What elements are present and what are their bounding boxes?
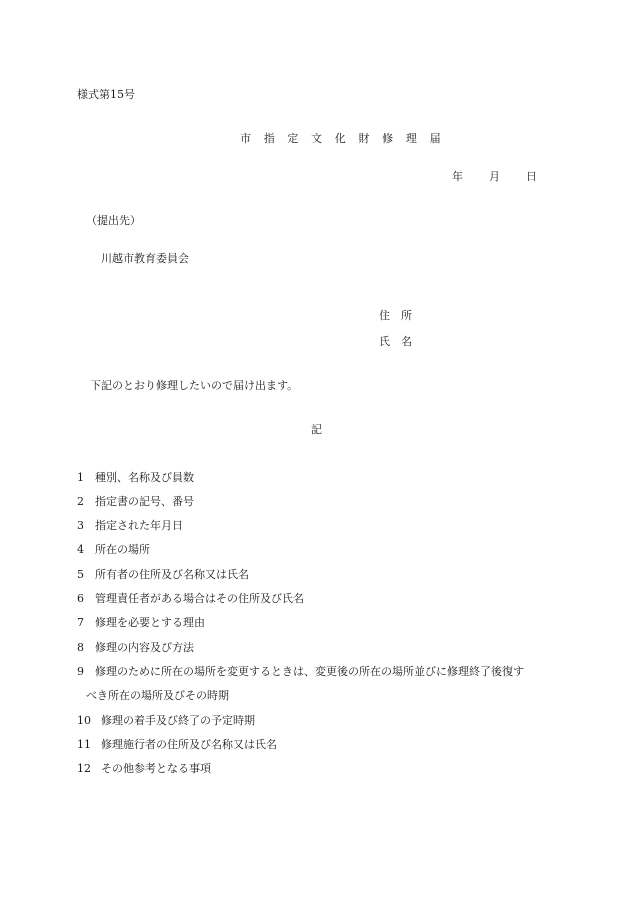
ki-heading: 記 [311, 423, 322, 436]
item-number: 1 [77, 471, 84, 484]
item-text: 所有者の住所及び名称又は氏名 [95, 568, 249, 581]
item-number: 9 [77, 665, 84, 678]
form-number: 様式第15号 [77, 88, 135, 101]
recipient: 川越市教育委員会 [101, 252, 189, 265]
item-text: 指定書の記号、番号 [95, 495, 194, 508]
list-item [77, 541, 150, 557]
item-text: 修理施行者の住所及び名称又は氏名 [101, 738, 277, 751]
date-year-label: 年 [452, 170, 463, 183]
list-item [77, 590, 304, 606]
list-item [77, 469, 194, 485]
item-number: 11 [77, 738, 91, 751]
date-day-label: 日 [526, 170, 537, 183]
item-text: 修理を必要とする理由 [95, 616, 205, 629]
date-month-label: 月 [489, 170, 500, 183]
item-text: 修理のために所在の場所を変更するときは、変更後の所在の場所並びに修理終了後復す [95, 665, 524, 678]
submit-to-label: （提出先） [86, 214, 141, 227]
item-number: 3 [77, 519, 84, 532]
list-item [77, 663, 524, 679]
item-number: 10 [77, 714, 91, 727]
item-number: 7 [77, 616, 84, 629]
list-item [77, 517, 183, 533]
item-text: 修理の着手及び終了の予定時期 [101, 714, 255, 727]
item-number: 2 [77, 495, 84, 508]
item-text: 修理の内容及び方法 [95, 641, 194, 654]
item-number: 5 [77, 568, 84, 581]
list-item-continuation: べき所在の場所及びその時期 [86, 689, 229, 702]
item-number: 12 [77, 762, 91, 775]
item-number: 6 [77, 592, 84, 605]
name-label: 氏 名 [379, 335, 412, 348]
item-text: 指定された年月日 [95, 519, 183, 532]
list-item [77, 639, 194, 655]
item-number: 8 [77, 641, 84, 654]
list-item [77, 614, 205, 630]
item-text: その他参考となる事項 [101, 762, 211, 775]
item-text: 種別、名称及び員数 [95, 471, 194, 484]
date-line [452, 168, 537, 184]
item-text: 所在の場所 [95, 543, 150, 556]
item-number: 4 [77, 543, 84, 556]
list-item [77, 736, 277, 752]
document-title: 市 指 定 文 化 財 修 理 届 [240, 132, 446, 145]
item-text: 管理責任者がある場合はその住所及び氏名 [95, 592, 304, 605]
list-item [77, 493, 194, 509]
list-item [77, 712, 255, 728]
intro-text: 下記のとおり修理したいので届け出ます。 [90, 379, 299, 392]
address-label: 住 所 [379, 309, 412, 322]
list-item [77, 760, 211, 776]
list-item [77, 566, 249, 582]
